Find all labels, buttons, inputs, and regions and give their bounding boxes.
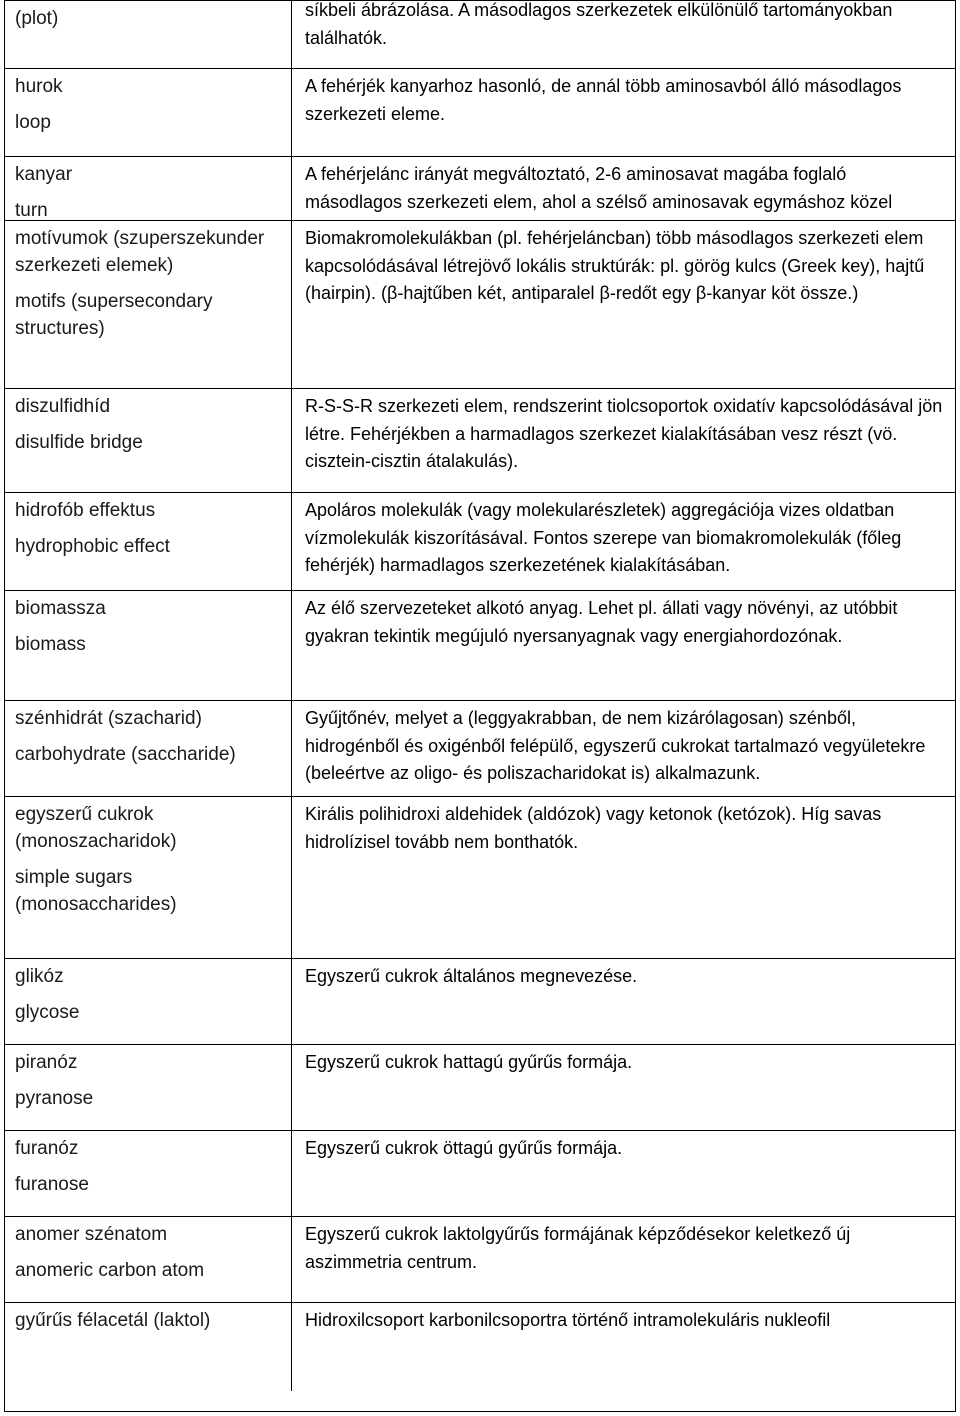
term-cell (5, 221, 292, 389)
term-english: carbohydrate (saccharide) (15, 744, 236, 765)
term-hungarian: (plot) (15, 8, 59, 29)
term-english: loop (15, 112, 51, 133)
definition-cell (292, 1045, 955, 1131)
term-cell (5, 1303, 292, 1391)
definition-text: Királis polihidroxi aldehidek (aldózok) vagy ketonok (ketózok). Híg savas hidrolízisel tovább nem bonthatók. (305, 804, 882, 852)
term-hungarian: hurok (15, 76, 63, 97)
term-hungarian: motívumok (szuperszekunder szerkezeti elemek) (15, 228, 265, 276)
term-cell (5, 701, 292, 797)
definition-text: Gyűjtőnév, melyet a (leggyakrabban, de nem kizárólagosan) szénből, hidrogénből és oxigénből felépülő, egyszerű cukrokat tartalmazó vegyületekre (beleértve az oligo- és poliszacharidokat is) alkalmazunk. (305, 708, 926, 783)
definition-text: síkbeli ábrázolása. A másodlagos szerkezetek elkülönülő tartományokban találhatók. (305, 0, 893, 48)
definition-cell (292, 0, 955, 69)
term-cell (5, 1217, 292, 1303)
definition-text: Apoláros molekulák (vagy molekularészletek) aggregációja vizes oldatban vízmolekulák kiszorításával. Fontos szerepe van biomakromolekulák (főleg fehérjék) harmadlagos szerkezetének kialakításában. (305, 500, 902, 575)
term-english: anomeric carbon atom (15, 1260, 205, 1281)
term-hungarian: biomassza (15, 598, 106, 619)
term-cell (5, 1, 292, 69)
definition-cell (292, 493, 955, 591)
term-english: motifs (supersecondary structures) (15, 291, 213, 339)
term-cell (5, 389, 292, 493)
definition-text: Egyszerű cukrok laktolgyűrűs formájának képződésekor keletkező új aszimmetria centrum. (305, 1224, 851, 1272)
definition-cell (292, 157, 955, 221)
term-english: hydrophobic effect (15, 536, 170, 557)
definition-cell (292, 797, 955, 959)
term-hungarian: diszulfidhíd (15, 396, 111, 417)
term-english: furanose (15, 1174, 89, 1195)
definition-cell (292, 701, 955, 797)
definition-text: A fehérjelánc irányát megváltoztató, 2-6 aminosavat magába foglaló másodlagos szerkezeti elem, ahol a szélső aminosavak egymáshoz közel (305, 164, 893, 212)
term-hungarian: piranóz (15, 1052, 78, 1073)
term-cell (5, 69, 292, 157)
term-english: biomass (15, 634, 86, 655)
term-cell (5, 1131, 292, 1217)
term-english: glycose (15, 1002, 80, 1023)
definition-cell (292, 1303, 955, 1391)
definition-text: A fehérjék kanyarhoz hasonló, de annál több aminosavból álló másodlagos szerkezeti eleme. (305, 76, 902, 124)
term-hungarian: kanyar (15, 164, 73, 185)
definition-text: Biomakromolekulákban (pl. fehérjeláncban) több másodlagos szerkezeti elem kapcsolódásával létrejövő lokális struktúrák: pl. görög kulcs (Greek key), hajtű (hairpin). (β-hajtűben két, antiparalel β-redőt egy β-kanyar köt össze.) (305, 228, 925, 303)
term-hungarian: szénhidrát (szacharid) (15, 708, 202, 729)
definition-text: R-S-S-R szerkezeti elem, rendszerint tiolcsoportok oxidatív kapcsolódásával jön létre. Fehérjékben a harmadlagos szerkezet kialakításában vesz részt (vö. cisztein-cisztin átalakulás). (305, 396, 943, 471)
definition-cell (292, 69, 955, 157)
term-cell (5, 1045, 292, 1131)
term-english: turn (15, 200, 48, 221)
term-cell (5, 959, 292, 1045)
term-cell (5, 797, 292, 959)
definition-text: Egyszerű cukrok hattagú gyűrűs formája. (305, 1052, 633, 1072)
term-english: disulfide bridge (15, 432, 143, 453)
definition-text: Egyszerű cukrok öttagú gyűrűs formája. (305, 1138, 623, 1158)
term-hungarian: egyszerű cukrok (monoszacharidok) (15, 804, 177, 852)
definition-cell (292, 1217, 955, 1303)
definition-text: Az élő szervezeteket alkotó anyag. Lehet pl. állati vagy növényi, az utóbbit gyakran tekintik megújuló nyersanyagnak vagy energiahordozónak. (305, 598, 898, 646)
term-english: pyranose (15, 1088, 94, 1109)
definition-cell (292, 959, 955, 1045)
term-hungarian: anomer szénatom (15, 1224, 168, 1245)
term-hungarian: glikóz (15, 966, 64, 987)
term-english: simple sugars (monosaccharides) (15, 867, 177, 915)
term-cell (5, 591, 292, 701)
definition-cell (292, 221, 955, 389)
term-hungarian: furanóz (15, 1138, 79, 1159)
definition-text: Hidroxilcsoport karbonilcsoportra történő intramolekuláris nukleofil (305, 1310, 831, 1330)
term-hungarian: hidrofób effektus (15, 500, 156, 521)
definition-cell (292, 389, 955, 493)
definition-cell (292, 1131, 955, 1217)
term-cell (5, 157, 292, 221)
term-hungarian: gyűrűs félacetál (laktol) (15, 1310, 211, 1331)
glossary-table (4, 0, 956, 1412)
definition-text: Egyszerű cukrok általános megnevezése. (305, 966, 638, 986)
definition-cell (292, 591, 955, 701)
term-cell (5, 493, 292, 591)
